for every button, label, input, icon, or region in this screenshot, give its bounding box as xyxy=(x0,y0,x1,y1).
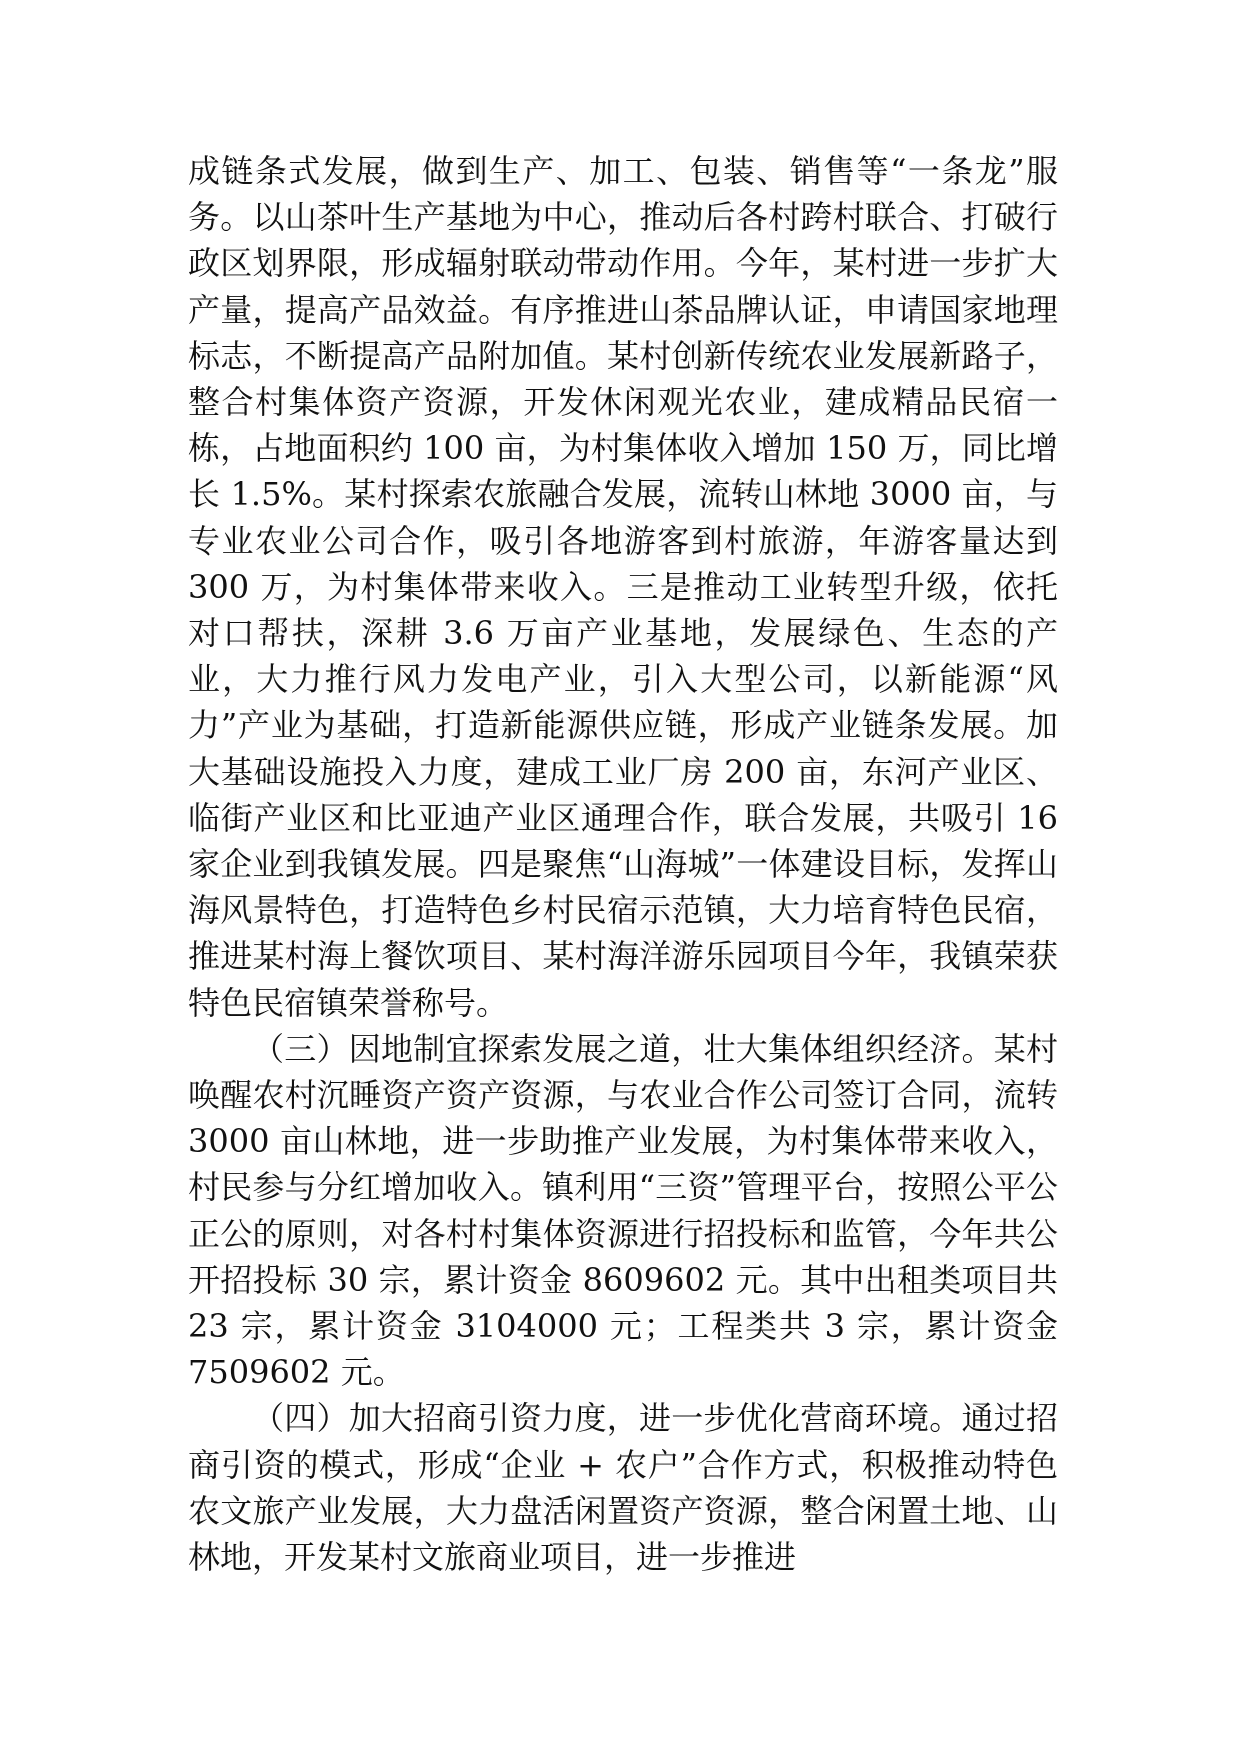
paragraph-investment-promotion: （四）加大招商引资力度，进一步优化营商环境。通过招商引资的模式，形成“企业 + 农户”合作方式，积极推动特色农文旅产业发展，大力盘活闲置资产资源，整合闲置土地、山林地，开发某村文旅商业项目，进一步推进 xyxy=(188,1399,1058,1577)
document-body xyxy=(188,148,1058,1580)
paragraph-industry-development: 成链条式发展，做到生产、加工、包装、销售等“一条龙”服务。以山茶叶生产基地为中心，推动后各村跨村联合、打破行政区划界限，形成辐射联动带动作用。今年，某村进一步扩大产量，提高产品效益。有序推进山茶品牌认证，申请国家地理标志，不断提高产品附加值。某村创新传统农业发展新路子，整合村集体资产资源，开发休闲观光农业，建成精品民宿一栋，占地面积约 100 亩，为村集体收入增加 150 万，同比增长 1.5%。某村探索农旅融合发展，流转山林地 3000 亩，与专业农业公司合作，吸引各地游客到村旅游，年游客量达到 300 万，为村集体带来收入。三是推动工业转型升级，依托对口帮扶，深耕 3.6 万亩产业基地，发展绿色、生态的产业，大力推行风力发电产业，引入大型公司，以新能源“风力”产业为基础，打造新能源供应链，形成产业链条发展。加大基础设施投入力度，建成工业厂房 200 亩，东河产业区、临街产业区和比亚迪产业区通理合作，联合发展，共吸引 16 家企业到我镇发展。四是聚焦“山海城”一体建设目标，发挥山海风景特色，打造特色乡村民宿示范镇，大力培育特色民宿，推进某村海上餐饮项目、某村海洋游乐园项目今年，我镇荣获特色民宿镇荣誉称号。 xyxy=(188,152,1058,1022)
paragraph-collective-economy: （三）因地制宜探索发展之道，壮大集体组织经济。某村唤醒农村沉睡资产资产资源，与农业合作公司签订合同，流转 3000 亩山林地，进一步助推产业发展，为村集体带来收入，村民参与分红增加收入。镇利用“三资”管理平台，按照公平公正公的原则，对各村村集体资源进行招投标和监管，今年共公开招投标 30 宗，累计资金 8609602 元。其中出租类项目共 23 宗，累计资金 3104000 元；工程类共 3 宗，累计资金 7509602 元。 xyxy=(188,1029,1058,1392)
